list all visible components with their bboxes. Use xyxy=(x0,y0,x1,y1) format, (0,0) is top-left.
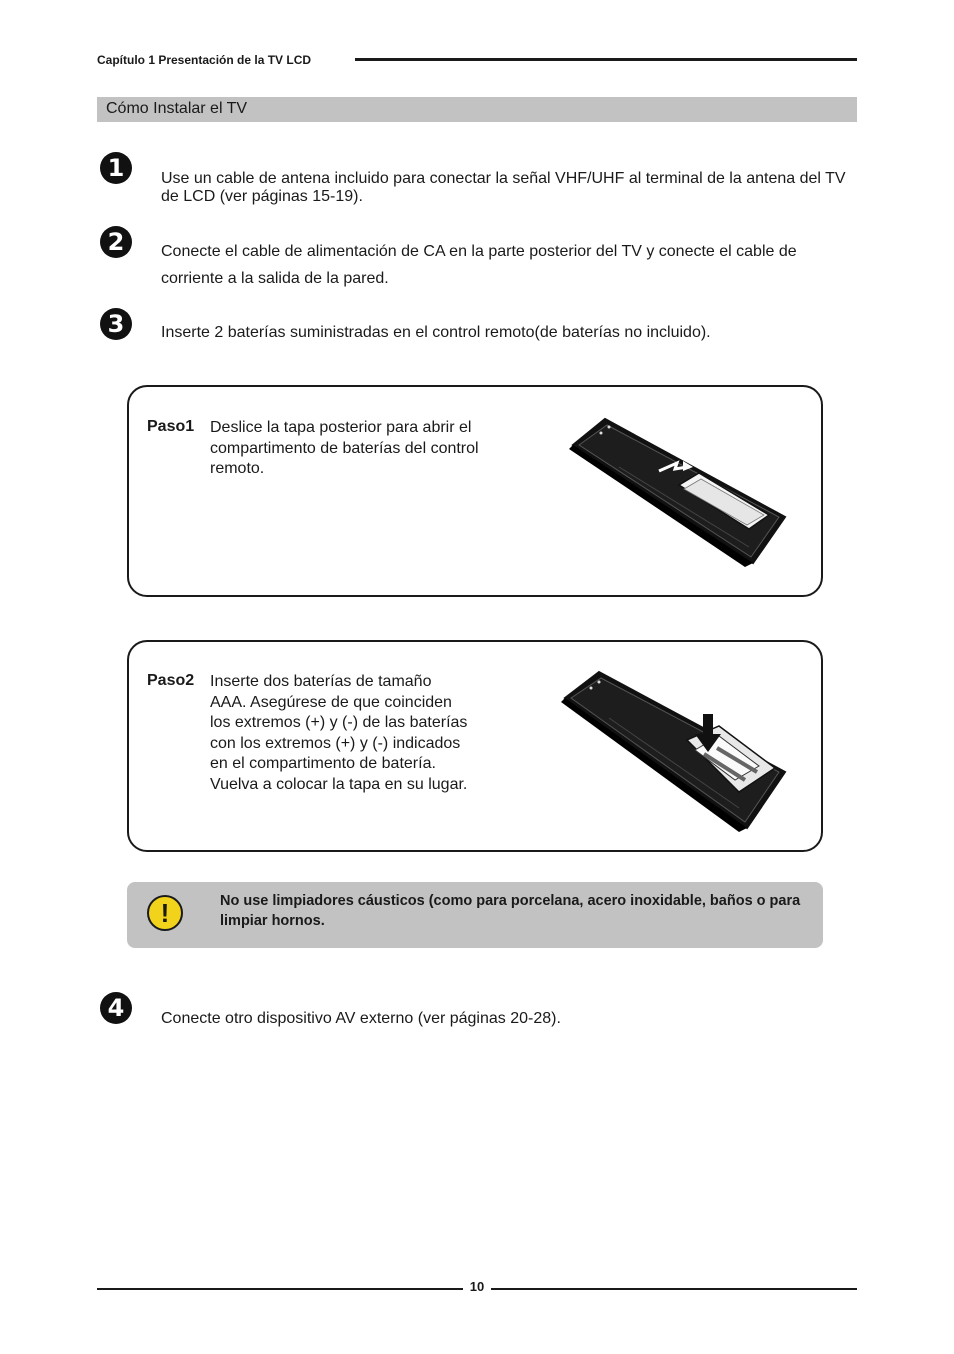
page-number: 10 xyxy=(469,1279,485,1294)
paso2-label: Paso2 xyxy=(147,672,195,689)
step-4-text: Conecte otro dispositivo AV externo (ver páginas 20-28). xyxy=(161,1010,561,1027)
paso2-text: Inserte dos baterías de tamaño AAA. Asegúrese de que coinciden los extremos (+) y (-) de las baterías con los extremos (+) y (-) indicados en el compartimento de batería. Vuelva a colocar la tapa en su lugar. xyxy=(210,673,468,793)
warning-box xyxy=(127,882,823,948)
header-rule xyxy=(355,58,857,61)
footer-rule-right xyxy=(491,1288,857,1290)
step-4-number-icon: 4 xyxy=(100,992,132,1024)
paso2-box xyxy=(127,640,823,852)
section-title: Cómo Instalar el TV xyxy=(106,100,248,117)
remote-slide-cover-illustration xyxy=(559,407,799,567)
step-1-number-icon: 1 xyxy=(100,152,132,184)
section-bar xyxy=(97,97,857,122)
step-3-text: Inserte 2 baterías suministradas en el control remoto(de baterías no incluido). xyxy=(161,324,711,341)
chapter-title: Capítulo 1 Presentación de la TV LCD xyxy=(97,53,312,67)
paso1-label: Paso1 xyxy=(147,418,195,435)
warning-text: No use limpiadores cáusticos (como para porcelana, acero inoxidable, baños o para limpiar hornos. xyxy=(220,893,801,929)
step-3-number-icon: 3 xyxy=(100,308,132,340)
remote-insert-batteries-illustration xyxy=(559,668,799,834)
paso1-text: Deslice la tapa posterior para abrir el compartimento de baterías del control remoto. xyxy=(210,419,479,477)
step-2-text: Conecte el cable de alimentación de CA en la parte posterior del TV y conecte el cable de corriente a la salida de la pared. xyxy=(161,243,797,287)
step-2-number-icon: 2 xyxy=(100,226,132,258)
footer-rule-left xyxy=(97,1288,463,1290)
paso1-box xyxy=(127,385,823,597)
step-1-text: Use un cable de antena incluido para conectar la señal VHF/UHF al terminal de la antena del TV de LCD (ver páginas 15-19). xyxy=(161,170,846,205)
exclamation-icon: ! xyxy=(147,895,183,931)
